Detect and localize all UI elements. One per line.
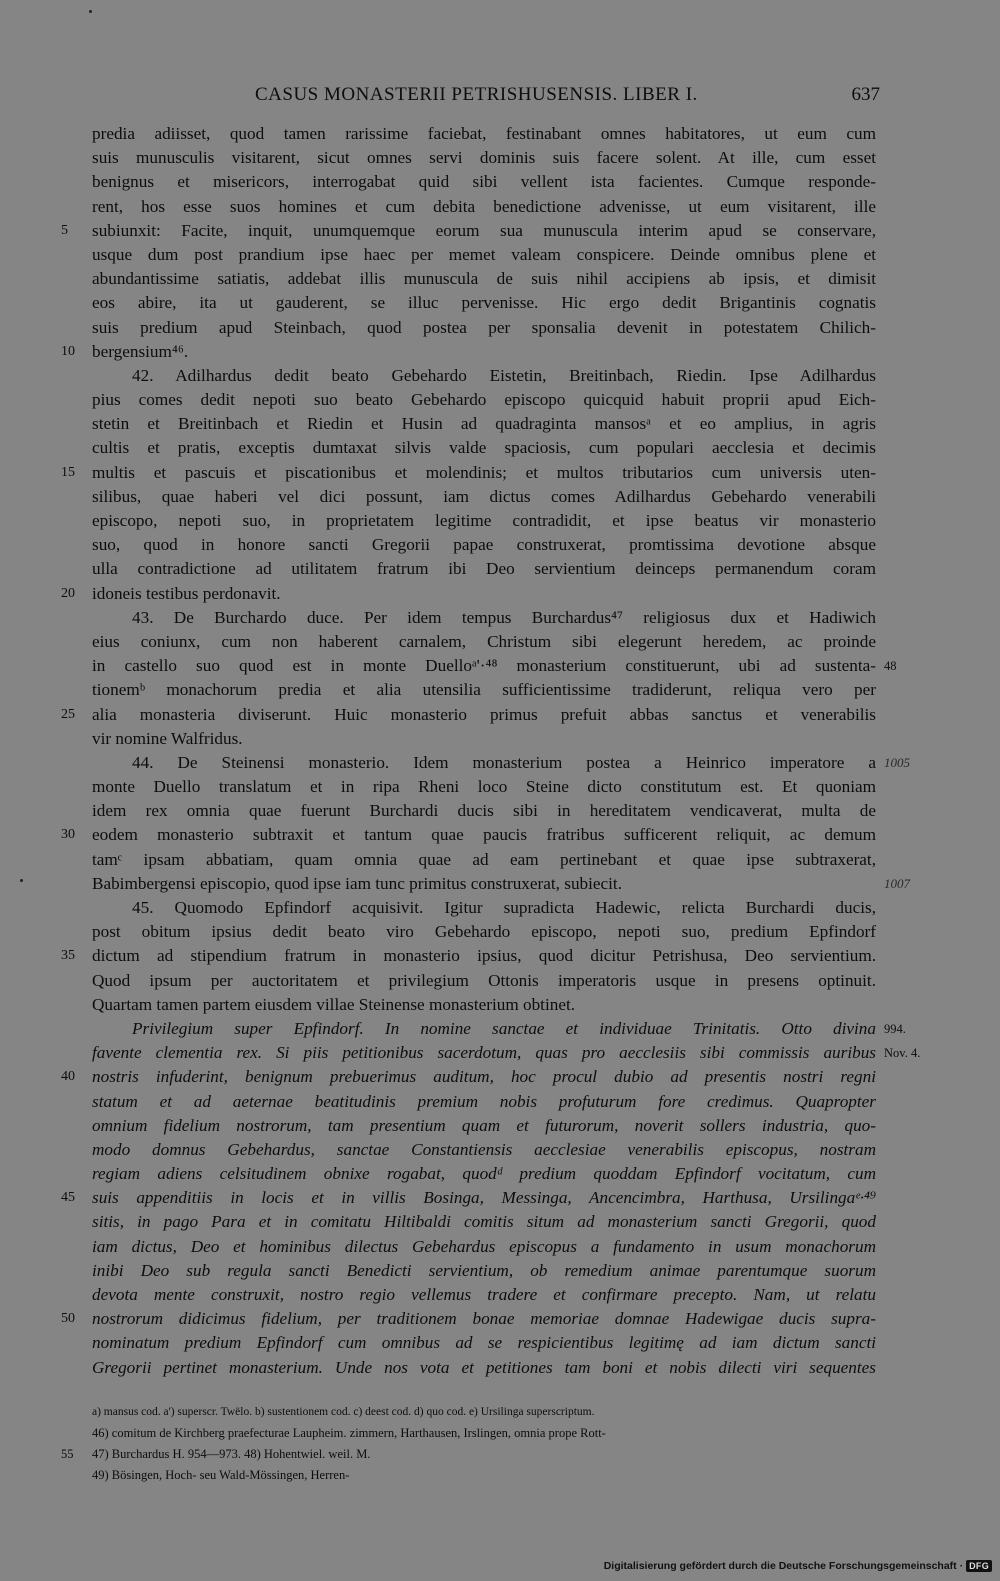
line-text: tamᶜ ipsam abbatiam, quam omnia quae ad eam pertinebant et quae ipse subtraxerat, [92,849,876,869]
text-line [61,461,876,485]
line-text: silibus, quae haberi vel dici possunt, iam dictus comes Adilhardus Gebehardo venerabili [92,486,876,506]
line-text: eius coniunx, cum non haberent carnalem, Christum sibi elegerunt heredem, ac proinde [92,631,876,651]
line-text: vir nomine Walfridus. [92,728,243,748]
footnote-line [92,1465,872,1486]
line-text: dictum ad stipendium fratrum in monasterio ipsius, quod dicitur Petrishusa, Deo servientium. [92,946,876,966]
text-line [92,412,876,436]
line-text: bergensium⁴⁶. [92,341,189,361]
line-number: 10 [61,343,75,359]
line-text: cultis et pratis, exceptis dumtaxat silvis valde spaciosis, cum populari aecclesia et decimis [92,438,876,458]
text-line [61,1307,876,1331]
line-text: suis munusculis visitarent, sicut omnes servi dominis suis facere solent. At ille, cum esset [92,148,876,168]
text-line [92,1283,876,1307]
line-text: idem rex omnia quae fuerunt Burchardi ducis sibi in hereditatem vendicaverat, multa de [92,801,876,821]
line-text: Privilegium super Epfindorf. In nomine sanctae et individuae Trinitatis. Otto divina [132,1018,876,1038]
footnote-line [92,1423,872,1444]
text-line [92,775,876,799]
dfg-logo: DFG [966,1560,992,1572]
text-line [61,582,876,606]
text-line [92,848,876,872]
text-line [92,243,876,267]
line-text: suo, quod in honore sancti Gregorii papae construxerat, promtissima devotione absque [92,535,876,555]
line-number: 55 [61,1447,74,1461]
text-line [61,703,876,727]
text-line [92,1235,876,1259]
text-line [92,1259,876,1283]
line-text: eodem monasterio subtraxit et tantum quae paucis fratribus sufficerent reliquit, ac demum [92,825,876,845]
text-line [92,920,876,944]
scan-speck [89,10,92,13]
footer-credit-text: Digitalisierung gefördert durch die Deutsche Forschungsgemeinschaft · [603,1560,964,1572]
text-line [92,364,876,388]
text-line [92,1090,876,1114]
text-line [61,944,876,968]
line-text: 42. Adilhardus dedit beato Gebehardo Eistetin, Breitinbach, Riedin. Ipse Adilhardus [132,365,876,385]
text-line [92,557,876,581]
text-line [92,1210,876,1234]
line-text: iam dictus, Deo et hominibus dilectus Gebehardus episcopus a fundamento in usum monachorum [92,1236,876,1256]
text-line [92,170,876,194]
line-number: 30 [61,827,75,843]
footer-credit [604,1559,992,1573]
text-line [61,823,876,847]
line-text: rent, hos esse suos homines et cum debita benedictione advenisse, ut eum visitarent, ille [92,196,876,216]
text-line [92,654,897,678]
text-line [92,872,910,896]
text-line [61,1186,876,1210]
line-text: ulla contradictione ad utilitatem fratrum ibi Deo servientium deinceps permanendum coram [92,559,876,579]
line-text: nominatum predium Epfindorf cum omnibus ad se respicientibus legitimę ad iam dictum sancti [92,1333,876,1353]
line-text: predia adiisset, quod tamen rarissime faciebat, festinabant omnes habitatores, ut eum cum [92,124,876,143]
text-line [61,1065,876,1089]
line-text: tionemᵇ monachorum predia et alia utensilia sufficientissime tradiderunt, reliqua vero per [92,680,876,700]
line-text: Quartam tamen partem eiusdem villae Steinense monasterium obtinet. [92,994,576,1014]
footnote-text: 49) Bösingen, Hoch- seu Wald-Mössingen, Herren- [92,1468,350,1482]
text-line [92,606,876,630]
main-text [61,122,921,1380]
line-text: nostris infuderint, benignum prebuerimus auditum, hoc procul dubio ad presentis nostri regni [92,1067,876,1087]
page-number: 637 [851,84,880,105]
text-line [92,630,876,654]
text-line [92,291,876,315]
footnote-line [61,1444,872,1465]
line-number: 45 [61,1190,75,1206]
line-text: idoneis testibus perdonavit. [92,583,281,603]
line-text: omnium fidelium nostrorum, tam presentium quam et futurorum, noverit sollers industria, quo- [92,1115,876,1135]
line-text: benignus et misericors, interrogabat quid sibi vellent ista facientes. Cumque responde- [92,172,876,192]
line-number: 35 [61,948,75,964]
line-number: 40 [61,1069,75,1085]
text-line [92,751,910,775]
text-line [92,1138,876,1162]
text-line [61,219,876,243]
line-text: stetin et Breitinbach et Riedin et Husin ad quadraginta mansosᵃ et eo amplius, in agris [92,414,876,434]
handwritten-margin-note: 1007 [884,875,910,891]
text-line [92,436,876,460]
line-text: suis appenditiis in locis et in villis Bosinga, Messinga, Ancencimbra, Harthusa, Ursilingaᵉ·⁴⁹ [92,1188,876,1208]
text-line [92,122,876,146]
text-line [92,896,876,920]
footnote-line [92,1402,872,1423]
line-text: favente clementia rex. Si piis petitionibus sacerdotum, quas pro aecclesiis sibi commissis auribus [92,1043,876,1063]
footnotes [61,1402,872,1486]
margin-note: Nov. 4. [884,1046,921,1061]
line-text: subiunxit: Facite, inquit, unumquemque eorum sua munuscula interim apud se conservare, [92,220,876,240]
text-line [92,316,876,340]
line-text: modo domnus Gebehardus, sanctae Constantiensis aecclesiae venerabilis episcopus, nostram [92,1139,876,1159]
line-text: eos abire, ita ut gauderent, se illuc pervenisse. Hic ergo dedit Brigantinis cognatis [92,293,876,313]
line-number: 20 [61,585,75,601]
footnote-text: 46) comitum de Kirchberg praefecturae Laupheim. zimmern, Harthausen, Irslingen, omnia prope Rott- [92,1426,606,1440]
text-line [92,1017,906,1041]
text-line [92,993,876,1017]
footnote-text: 47) Burchardus H. 954—973. 48) Hohentwiel. weil. M. [92,1447,371,1461]
text-line [61,340,876,364]
text-line [92,678,876,702]
line-text: abundantissime satiatis, addebat illis munuscula de suis nihil accipiens ab ipsis, et dimisit [92,269,876,289]
line-text: monte Duello translatum et in ripa Rheni loco Steine dicto constitutum est. Et quoniam [92,777,876,797]
margin-note: 994. [884,1021,906,1036]
line-number: 25 [61,706,75,722]
text-line [92,1162,876,1186]
line-text: 44. De Steinensi monasterio. Idem monasterium postea a Heinrico imperatore a [132,752,876,772]
text-line [92,727,876,751]
text-line [92,1356,876,1380]
text-line [92,485,876,509]
line-number: 15 [61,464,75,480]
text-line [92,388,876,412]
handwritten-margin-note: 1005 [884,754,910,770]
line-text: Gregorii pertinet monasterium. Unde nos vota et petitiones tam boni et nobis dilecti viri sequentes [92,1357,876,1377]
line-text: Quod ipsum per auctoritatem et privilegium Ottonis imperatoris usque in presens optinuit. [92,970,876,990]
line-text: pius comes dedit nepoti suo beato Gebehardo episcopo quicquid habuit proprii apud Eich- [92,390,876,410]
line-text: episcopo, nepoti suo, in proprietatem legitime contradidit, et ipse beatus vir monasterio [92,511,876,530]
line-number: 5 [61,222,68,238]
line-text: in castello suo quod est in monte Duelloᵃ'·⁴⁸ monasterium constituerunt, ubi ad sustenta- [92,656,876,676]
text-line [92,1041,921,1065]
line-text: sitis, in pago Para et in comitatu Hiltibaldi comitis situm ad monasterium sancti Gregorii, quod [92,1212,876,1232]
margin-note: 48 [884,659,897,674]
line-number: 50 [61,1311,75,1327]
scan-speck [20,879,23,882]
line-text: usque dum post prandium ipse haec per memet valeam conspicere. Deinde omnibus plene et [92,244,876,264]
line-text: multis et pascuis et piscationibus et molendinis; et multos tributarios cum universis uten- [92,462,876,482]
text-line [92,969,876,993]
line-text: statum et ad aeternae beatitudinis premium nobis profuturum fore credimus. Quapropter [92,1091,876,1111]
running-header [100,84,880,110]
text-line [92,195,876,219]
line-text: 45. Quomodo Epfindorf acquisivit. Igitur supradicta Hadewic, relicta Burchardi ducis, [132,898,876,917]
line-text: inibi Deo sub regula sancti Benedicti servientium, ob remedium animae parentumque suorum [92,1260,876,1280]
text-line [92,267,876,291]
footnote-text: a) mansus cod. a') superscr. Twëlo. b) sustentionem cod. c) deest cod. d) quo cod. e) Ursilinga superscriptum. [92,1406,595,1418]
text-line [92,146,876,170]
text-line [92,1331,876,1355]
line-text: nostrorum didicimus fidelium, per traditionem bonae memoriae domnae Hadewigae ducis supra- [92,1309,876,1329]
line-text: Babimbergensi episcopio, quod ipse iam tunc primitus construxerat, subiecit. [92,873,623,893]
text-line [92,799,876,823]
running-title: CASUS MONASTERII PETRISHUSENSIS. LIBER I. [255,84,698,105]
line-text: suis predium apud Steinbach, quod postea per sponsalia devenit in potestatem Chilich- [92,317,876,337]
line-text: alia monasteria diviserunt. Huic monasterio primus prefuit abbas sanctus et venerabilis [92,704,876,724]
line-text: 43. De Burchardo duce. Per idem tempus Burchardus⁴⁷ religiosus dux et Hadiwich [132,607,876,627]
line-text: devota mente construxit, nostro regio vellemus tradere et confirmare precepto. Nam, ut relatu [92,1285,876,1304]
text-line [92,1114,876,1138]
text-line [92,533,876,557]
text-line [92,509,876,533]
line-text: regiam adiens celsitudinem obnixe rogabat, quodᵈ predium quoddam Epfindorf vocitatum, cum [92,1164,876,1184]
line-text: post obitum ipsius dedit beato viro Gebehardo episcopo, nepoti suo, predium Epfindorf [92,922,876,942]
